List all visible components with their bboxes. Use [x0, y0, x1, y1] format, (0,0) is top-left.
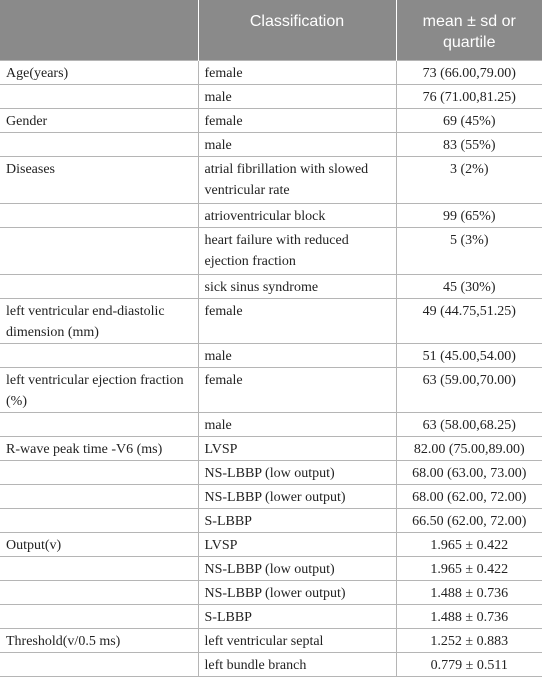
table-row: [0, 557, 542, 581]
row-label: [0, 653, 198, 677]
row-label: R-wave peak time -V6 (ms): [0, 437, 198, 461]
row-label: Output(v): [0, 533, 198, 557]
row-value: 68.00 (62.00, 72.00): [396, 485, 542, 509]
row-classification: male: [198, 413, 396, 437]
row-label: Age(years): [0, 61, 198, 85]
row-value: 66.50 (62.00, 72.00): [396, 509, 542, 533]
table-row: [0, 533, 542, 557]
row-classification: sick sinus syndrome: [198, 275, 396, 299]
row-label: [0, 605, 198, 629]
row-classification: left ventricular septal: [198, 629, 396, 653]
row-classification: NS-LBBP (lower output): [198, 581, 396, 605]
row-label: Threshold(v/0.5 ms): [0, 629, 198, 653]
table-row: [0, 437, 542, 461]
row-classification: NS-LBBP (lower output): [198, 485, 396, 509]
table-row: [0, 485, 542, 509]
header-mean-sd-line2: quartile: [443, 34, 496, 51]
row-value: 49 (44.75,51.25): [396, 299, 542, 344]
row-classification: male: [198, 85, 396, 109]
row-label: [0, 485, 198, 509]
row-label: Gender: [0, 109, 198, 133]
row-classification: S-LBBP: [198, 605, 396, 629]
row-classification: female: [198, 61, 396, 85]
row-label: left ventricular end-diastolic dimension (mm): [0, 299, 198, 344]
row-value: 82.00 (75.00,89.00): [396, 437, 542, 461]
row-classification: NS-LBBP (low output): [198, 461, 396, 485]
table-row: [0, 413, 542, 437]
table-row: [0, 653, 542, 677]
row-value: 1.252 ± 0.883: [396, 629, 542, 653]
table-body: [0, 61, 542, 677]
row-label: [0, 85, 198, 109]
row-value: 76 (71.00,81.25): [396, 85, 542, 109]
row-label: [0, 228, 198, 275]
header-col1: [0, 0, 198, 61]
row-value: 5 (3%): [396, 228, 542, 275]
row-value: 73 (66.00,79.00): [396, 61, 542, 85]
table-row: [0, 344, 542, 368]
row-classification: female: [198, 299, 396, 344]
table-row: [0, 61, 542, 85]
row-value: 63 (58.00,68.25): [396, 413, 542, 437]
table-row: [0, 157, 542, 204]
header-mean-sd-line1: mean ± sd or: [422, 13, 516, 30]
table-row: [0, 204, 542, 228]
row-value: 99 (65%): [396, 204, 542, 228]
row-classification: LVSP: [198, 533, 396, 557]
table-row: [0, 605, 542, 629]
row-value: 1.965 ± 0.422: [396, 557, 542, 581]
row-label: [0, 509, 198, 533]
row-label: [0, 461, 198, 485]
table-header: [0, 0, 542, 61]
row-label: [0, 275, 198, 299]
table-row: [0, 509, 542, 533]
row-value: 1.488 ± 0.736: [396, 581, 542, 605]
table-row: [0, 228, 542, 275]
row-label: [0, 133, 198, 157]
table-row: [0, 275, 542, 299]
row-value: 1.488 ± 0.736: [396, 605, 542, 629]
row-value: 1.965 ± 0.422: [396, 533, 542, 557]
row-label: [0, 344, 198, 368]
header-classification-label: Classification: [249, 13, 345, 30]
row-classification: heart failure with reduced ejection fraction: [198, 228, 396, 275]
row-classification: male: [198, 133, 396, 157]
row-classification: S-LBBP: [198, 509, 396, 533]
row-value: 83 (55%): [396, 133, 542, 157]
row-label: [0, 557, 198, 581]
row-value: 63 (59.00,70.00): [396, 368, 542, 413]
header-classification: [198, 0, 396, 61]
header-mean-sd-label: [403, 0, 537, 53]
row-classification: LVSP: [198, 437, 396, 461]
row-classification: atrial fibrillation with slowed ventricular rate: [198, 157, 396, 204]
row-value: 45 (30%): [396, 275, 542, 299]
row-label: [0, 204, 198, 228]
row-classification: left bundle branch: [198, 653, 396, 677]
header-mean-sd: [396, 0, 542, 61]
row-value: 0.779 ± 0.511: [396, 653, 542, 677]
row-classification: female: [198, 368, 396, 413]
row-classification: female: [198, 109, 396, 133]
table-row: [0, 461, 542, 485]
table-row: [0, 299, 542, 344]
table-row: [0, 85, 542, 109]
row-classification: NS-LBBP (low output): [198, 557, 396, 581]
row-value: 69 (45%): [396, 109, 542, 133]
row-label: Diseases: [0, 157, 198, 204]
row-classification: male: [198, 344, 396, 368]
row-label: [0, 413, 198, 437]
table-row: [0, 581, 542, 605]
row-value: 3 (2%): [396, 157, 542, 204]
row-label: left ventricular ejection fraction (%): [0, 368, 198, 413]
row-value: 68.00 (63.00, 73.00): [396, 461, 542, 485]
table-row: [0, 368, 542, 413]
row-value: 51 (45.00,54.00): [396, 344, 542, 368]
row-label: [0, 581, 198, 605]
table-row: [0, 133, 542, 157]
table-row: [0, 109, 542, 133]
row-classification: atrioventricular block: [198, 204, 396, 228]
table-row: [0, 629, 542, 653]
